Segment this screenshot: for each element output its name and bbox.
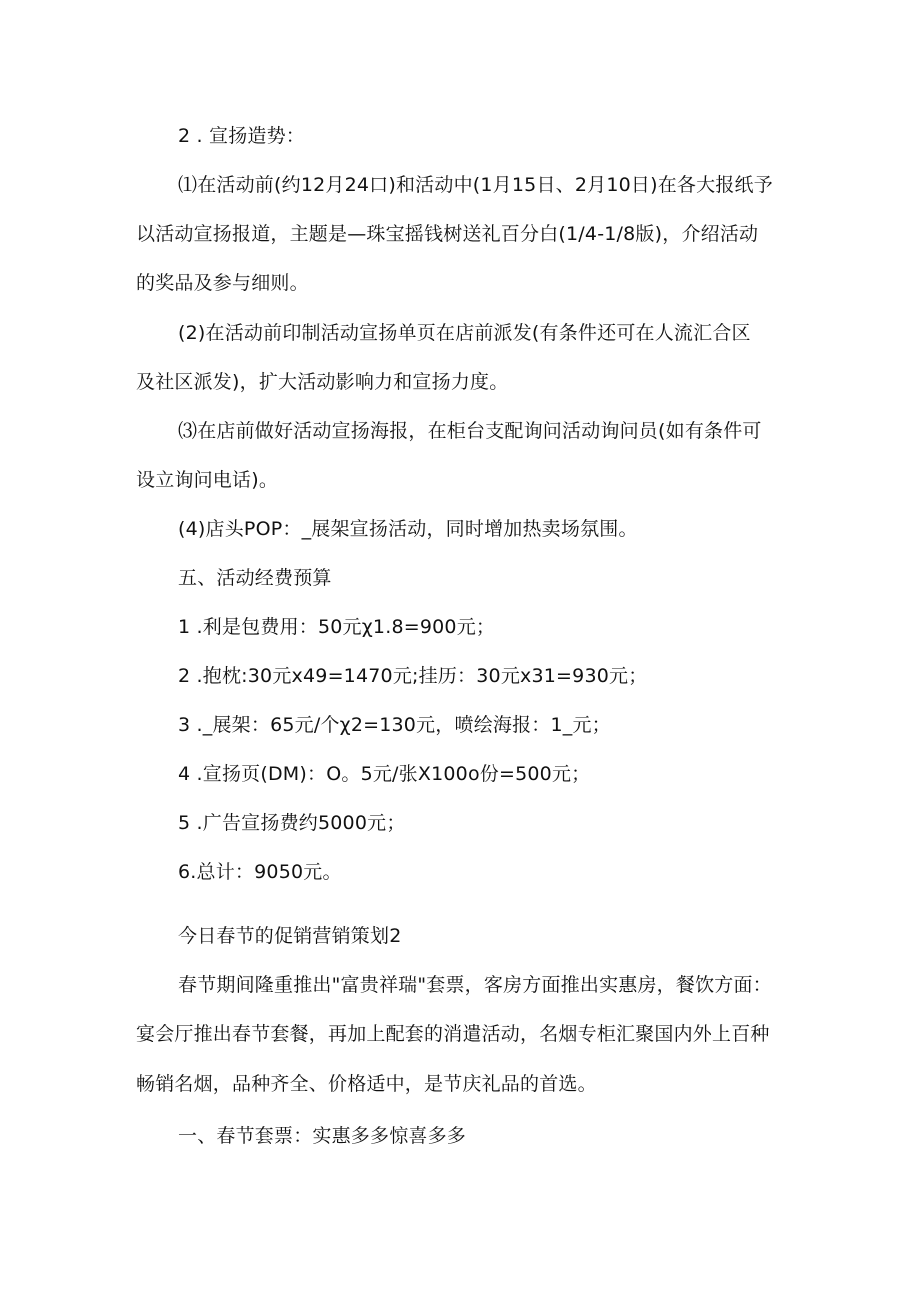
budget-total: 6.总计：9050元。 bbox=[178, 861, 342, 883]
section-heading-publicity: 2 . 宣扬造势： bbox=[178, 125, 306, 147]
paragraph-line: 畅销名烟，品种齐全、价格适中，是节庆礼品的首选。 bbox=[136, 1073, 597, 1095]
budget-item: 3 ._展架：65元/个χ2=130元，喷绘海报：1_元； bbox=[178, 714, 611, 736]
paragraph-line: ⑴在活动前(约12月24口)和活动中(1月15日、2月10日)在各大报纸予 bbox=[178, 174, 773, 196]
paragraph-line: 的奖品及参与细则。 bbox=[136, 272, 309, 294]
article-title: 今日春节的促销营销策划2 bbox=[178, 925, 402, 947]
section-heading-package: 一、春节套票：实惠多多惊喜多多 bbox=[178, 1125, 467, 1147]
paragraph-line: 设立询问电话)。 bbox=[136, 469, 279, 491]
budget-item: 1 .利是包费用：50元χ1.8=900元； bbox=[178, 616, 496, 638]
paragraph-line: 春节期间隆重推出"富贵祥瑞"套票，客房方面推出实惠房，餐饮方面： bbox=[178, 974, 772, 996]
paragraph-line: 及社区派发)，扩大活动影响力和宣扬力度。 bbox=[136, 371, 509, 393]
paragraph-line: (4)店头POP：_展架宣扬活动，同时增加热卖场氛围。 bbox=[178, 518, 638, 540]
budget-item: 4 .宣扬页(DM)：O。5元/张X100o份=500元； bbox=[178, 763, 591, 785]
section-heading-budget: 五、活动经费预算 bbox=[178, 567, 332, 589]
budget-item: 2 .抱枕:30元x49=1470元;挂历：30元x31=930元； bbox=[178, 665, 648, 687]
paragraph-line: (2)在活动前印制活动宣扬单页在店前派发(有条件还可在人流汇合区 bbox=[178, 322, 751, 344]
paragraph-line: 宴会厅推出春节套餐，再加上配套的消遣活动，名烟专柜汇聚国内外上百种 bbox=[136, 1023, 770, 1045]
budget-item: 5 .广告宣扬费约5000元； bbox=[178, 812, 406, 834]
paragraph-line: 以活动宣扬报道，主题是—珠宝摇钱树送礼百分白(1/4-1/8版)，介绍活动 bbox=[136, 223, 759, 245]
paragraph-line: ⑶在店前做好活动宣扬海报，在柜台支配询问活动询问员(如有条件可 bbox=[178, 420, 762, 442]
